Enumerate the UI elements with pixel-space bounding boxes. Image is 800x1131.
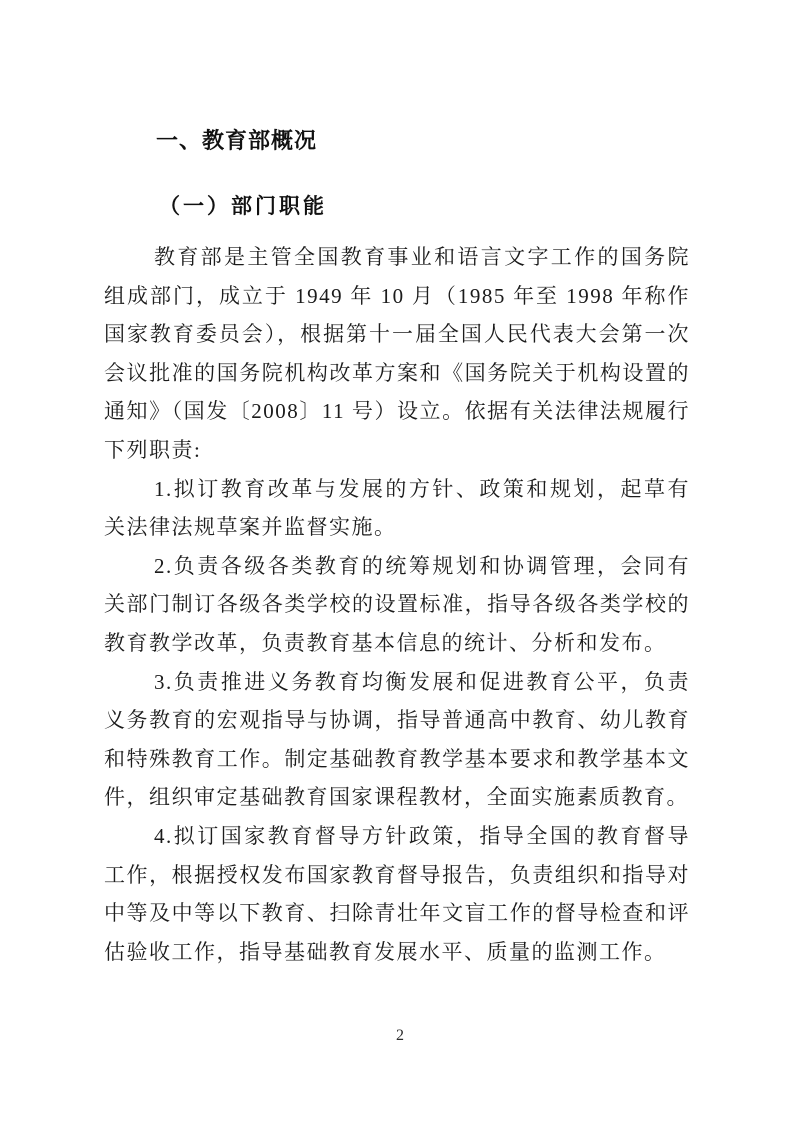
- paragraph-duty-3: 3.负责推进义务教育均衡发展和促进教育公平，负责义务教育的宏观指导与协调，指导普通高中教育、幼儿教育和特殊教育工作。制定基础教育教学基本要求和教学基本文件，组织审定基础教育国家课程教材，全面实施素质教育。: [104, 669, 690, 810]
- page-number: 2: [396, 1027, 404, 1044]
- section-heading: 一、教育部概况: [156, 128, 318, 153]
- subsection-heading: （一）部门职能: [159, 195, 327, 218]
- paragraph-duty-2: 2.负责各级各类教育的统筹规划和协调管理，会同有关部门制订各级各类学校的设置标准，指导各级各类学校的教育教学改革，负责教育基本信息的统计、分析和发布。: [104, 553, 690, 655]
- paragraph-duty-1: 1.拟订教育改革与发展的方针、政策和规划，起草有关法律法规草案并监督实施。: [104, 476, 690, 540]
- body-text: [104, 238, 690, 971]
- paragraph-duty-4: 4.拟订国家教育督导方针政策，指导全国的教育督导工作，根据授权发布国家教育督导报告，负责组织和指导对中等及中等以下教育、扫除青壮年文盲工作的督导检查和评估验收工作，指导基础教育发展水平、质量的监测工作。: [104, 823, 690, 964]
- document-body: [104, 128, 690, 971]
- paragraph-intro: 教育部是主管全国教育事业和语言文字工作的国务院组成部门，成立于 1949 年 10 月（1985 年至 1998 年称作国家教育委员会），根据第十一届全国人民代表大会第一次会议批准的国务院机构改革方案和《国务院关于机构设置的通知》（国发〔2008〕11 号）设立。依据有关法律法规履行下列职责:: [104, 245, 690, 462]
